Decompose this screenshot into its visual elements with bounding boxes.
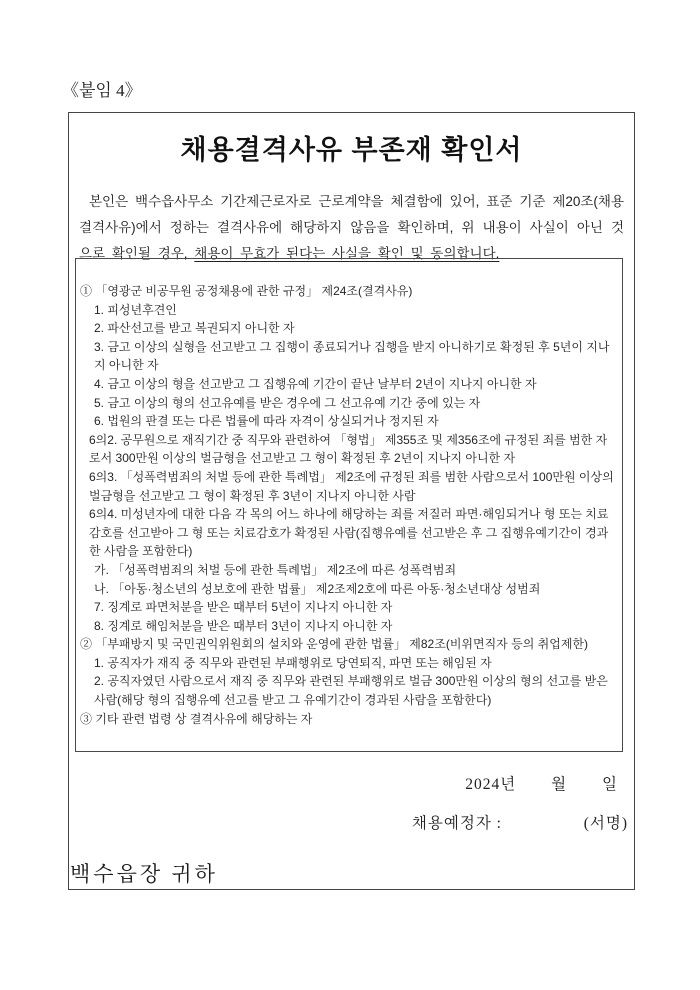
clause-item: 1. 공직자가 재직 중 직무와 관련된 부패행위로 당연퇴직, 파면 또는 해임된 자: [94, 655, 492, 670]
date-year: 2024년: [465, 776, 517, 793]
clause-item: 나. 「아동·청소년의 성보호에 관한 법률」 제2조제2호에 따른 아동·청소년대상 성범죄: [94, 581, 541, 596]
clause-item: 5. 금고 이상의 형의 선고유예를 받은 경우에 그 선고유예 기간 중에 있는 자: [94, 395, 481, 410]
clause-item: 3. 금고 이상의 실형을 선고받고 그 집행이 종료되거나 집행을 받지 아니하기로 확정된 후 5년이 지나지 아니한 자: [94, 339, 610, 373]
form-title: 채용결격사유 부존재 확인서: [180, 135, 523, 165]
clause-item: 6. 법원의 판결 또는 다른 법률에 따라 자격이 상실되거나 정지된 자: [94, 414, 439, 429]
clause-item: 2. 공직자였던 사람으로서 재직 중 직무와 관련된 부패행위로 벌금 300만원 이상의 형의 선고를 받은 사람(해당 형의 집행유예 선고를 받고 그 유예기간이 경과된 사람을 포함한다): [94, 674, 608, 708]
signature-sign-mark: (서명): [583, 815, 628, 832]
disqualification-clauses-box: [75, 258, 623, 752]
clause-item: 7. 징계로 파면처분을 받은 때부터 5년이 지나지 아니한 자: [94, 600, 393, 615]
clause-item: 2. 파산선고를 받고 복권되지 아니한 자: [94, 321, 295, 336]
intro-underlined-text: 채용이 무효가 된다는 사실을 확인 및 동의합니다.: [194, 246, 500, 261]
clause-heading: ③ 기타 관련 법령 상 결격사유에 해당하는 자: [80, 711, 313, 726]
date-month: 월: [551, 776, 568, 793]
clause-heading: ② 「부패방지 및 국민권익위원회의 설치와 운영에 관한 법률」 제82조(비위면직자 등의 취업제한): [80, 637, 588, 652]
clause-heading: ① 「영광군 비공무원 공정채용에 관한 규정」 제24조(결격사유): [80, 284, 413, 298]
intro-paragraph: [79, 189, 624, 267]
date-line: [465, 772, 618, 794]
signature-line: [412, 811, 628, 833]
clause-item: 4. 금고 이상의 형을 선고받고 그 집행유예 기간이 끝난 날부터 2년이 지나지 아니한 자: [94, 376, 537, 391]
attachment-label: 《붙임 4》: [62, 81, 142, 100]
clause-item: 가. 「성폭력범죄의 처벌 등에 관한 특례법」 제2조에 따른 성폭력범죄: [94, 562, 457, 577]
clause-item: 6의4. 미성년자에 대한 다음 각 목의 어느 하나에 해당하는 죄를 저질러 파면·해임되거나 형 또는 치료감호를 선고받아 그 형 또는 치료감호가 확정된 사람(집행유예를 선고받은 후 그 집행유예기간이 경과한 사람을 포함한다): [89, 507, 609, 559]
intro-text: 본인은 백수읍사무소 기간제근로자로 근로계약을 체결함에 있어, 표준 기준 제20조(채용결격사유)에서 정하는 결격사유에 해당하지 않음을 확인하며, 위 내용이 사실이 아닌 것으로 확인될 경우,: [79, 194, 624, 261]
signature-label: 채용예정자 :: [411, 815, 502, 832]
clause-item: 1. 피성년후견인: [94, 302, 177, 317]
date-day: 일: [602, 776, 618, 793]
clause-item: 8. 징계로 해임처분을 받은 때부터 3년이 지나지 아니한 자: [94, 618, 393, 633]
recipient-line: 백수읍장 귀하: [70, 862, 218, 886]
form-outer-box: [68, 112, 635, 890]
clause-item: 6의3. 「성폭력범죄의 처벌 등에 관한 특례법」 제2조에 규정된 죄를 범한 사람으로서 100만원 이상의 벌금형을 선고받고 그 형이 확정된 후 3년이 지나지 아니한 사람: [89, 469, 614, 503]
clause-item: 6의2. 공무원으로 재직기간 중 직무와 관련하여 「형법」 제355조 및 제356조에 규정된 죄를 범한 자로서 300만원 이상의 벌금형을 선고받고 그 형이 확정된 후 2년이 지나지 아니한 자: [89, 432, 608, 466]
clause-list: [80, 282, 614, 728]
